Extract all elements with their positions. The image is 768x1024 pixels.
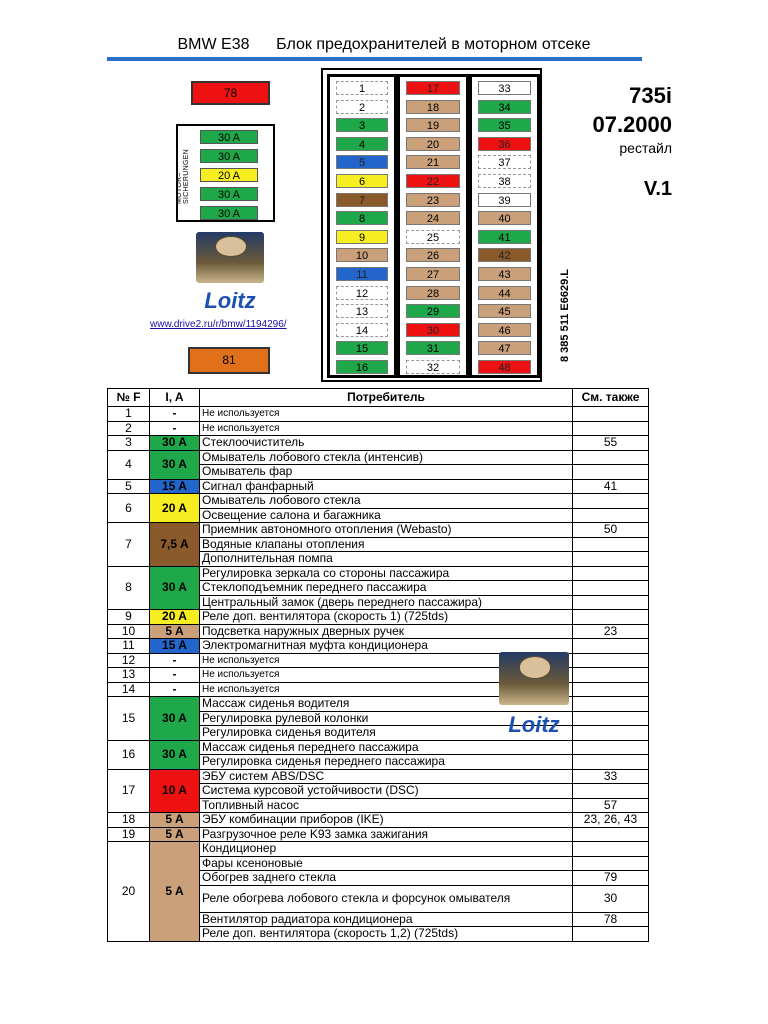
table-header-row [108,389,649,407]
fuse-slot: 29 [406,304,460,318]
fuse-amperage: - [150,421,200,436]
fuse-number: 8 [108,566,150,610]
see-also-cell: 33 [573,769,649,784]
see-also-cell [573,421,649,436]
mascot-image [499,652,569,705]
table-header-cell: № F [108,389,150,407]
fuse-81-label: 81 [222,353,236,367]
loitz-logo-table [499,652,569,738]
fuse-slot: 19 [406,118,460,132]
see-also-cell [573,639,649,654]
loitz-logo-text: Loitz [508,712,560,737]
see-also-cell: 23 [573,624,649,639]
table-row [108,421,649,436]
fuse-slot: 48 [478,360,531,374]
part-code: 8 385 511 E6629.L [559,269,571,362]
fuse-number: 11 [108,639,150,654]
fuse-slot: 8 [336,211,388,225]
fuse-number: 12 [108,653,150,668]
consumer-cell: Реле доп. вентилятора (скорость 1) (725tds) [200,610,573,625]
table-row [108,639,649,654]
table-row [108,842,649,857]
table-row [108,407,649,422]
fuse-number: 7 [108,523,150,567]
see-also-cell [573,465,649,480]
fuse-slot: 38 [478,174,531,188]
see-also-cell [573,856,649,871]
fuse-number: 3 [108,436,150,451]
see-also-cell [573,610,649,625]
fuse-number: 4 [108,450,150,479]
fuse-number: 13 [108,668,150,683]
fuse-amperage: 30 A [150,436,200,451]
fuse-slot: 37 [478,155,531,169]
consumer-cell: Омыватель лобового стекла (интенсив) [200,450,573,465]
fuse-slot: 45 [478,304,531,318]
fuse-78-label: 78 [223,86,238,100]
fuse-slot: 16 [336,360,388,374]
consumer-cell: Реле обогрева лобового стекла и форсунок омывателя [200,885,573,912]
consumer-cell: Сигнал фанфарный [200,479,573,494]
fuse-slot: 30 [406,323,460,337]
see-also-cell: 57 [573,798,649,813]
see-also-cell [573,755,649,770]
see-also-cell [573,581,649,596]
see-also-cell [573,450,649,465]
table-row [108,523,649,538]
consumer-cell: Регулировка сиденья переднего пассажира [200,755,573,770]
consumer-cell: Не используется [200,668,573,683]
table-row [108,624,649,639]
fuse-number: 18 [108,813,150,828]
fuse-slot: 24 [406,211,460,225]
consumer-cell: Массаж сиденья водителя [200,697,573,712]
motor-fuse: 20 A [200,168,258,182]
consumer-cell: Омыватель лобового стекла [200,494,573,509]
consumer-cell: Водяные клапаны отопления [200,537,573,552]
see-also-cell [573,682,649,697]
consumer-cell: Кондиционер [200,842,573,857]
fuse-slot: 3 [336,118,388,132]
fuse-number: 15 [108,697,150,741]
consumer-cell: Освещение салона и багажника [200,508,573,523]
fuse-number: 1 [108,407,150,422]
see-also-cell [573,508,649,523]
consumer-cell: Дополнительная помпа [200,552,573,567]
consumer-cell: Не используется [200,407,573,422]
model-date: 07.2000 [592,112,672,137]
see-also-cell [573,552,649,567]
fuse-number: 9 [108,610,150,625]
see-also-cell [573,407,649,422]
fuse-amperage: 30 A [150,450,200,479]
fuse-slot: 34 [478,100,531,114]
see-also-cell [573,653,649,668]
consumer-cell: Топливный насос [200,798,573,813]
see-also-cell [573,927,649,942]
motor-fuse: 30 A [200,206,258,220]
see-also-cell [573,595,649,610]
title-underline [107,57,642,61]
fuse-number: 6 [108,494,150,523]
see-also-cell: 55 [573,436,649,451]
consumer-cell: Реле доп. вентилятора (скорость 1,2) (725tds) [200,927,573,942]
consumer-cell: ЭБУ комбинации приборов (IKE) [200,813,573,828]
loitz-logo-text: Loitz [204,288,256,313]
fuse-amperage: 5 A [150,813,200,828]
motor-fuse: 30 A [200,130,258,144]
version-label: V.1 [643,178,672,200]
fuse-amperage: 30 A [150,566,200,610]
see-also-cell [573,668,649,683]
see-also-cell [573,537,649,552]
fuse-amperage: 5 A [150,624,200,639]
consumer-cell: Электромагнитная муфта кондиционера [200,639,573,654]
fuse-amperage: 5 A [150,827,200,842]
fuse-slot: 11 [336,267,388,281]
fuse-slot: 44 [478,286,531,300]
fuse-slot: 22 [406,174,460,188]
fuse-amperage: - [150,682,200,697]
fuse-slot: 32 [406,360,460,374]
mascot-image [196,232,264,283]
table-header-cell: Потребитель [200,389,573,407]
fuse-amperage: 5 A [150,842,200,942]
table-row [108,479,649,494]
fuse-slot: 5 [336,155,388,169]
consumer-cell: Центральный замок (дверь переднего пассажира) [200,595,573,610]
table-row [108,450,649,465]
table-row [108,827,649,842]
see-also-cell [573,494,649,509]
fuse-78 [191,81,270,105]
fuse-slot: 7 [336,193,388,207]
page-title: BMW E38 Блок предохранителей в моторном отсеке [177,36,591,53]
drive2-link[interactable]: www.drive2.ru/r/bmw/1194296/ [150,319,287,330]
see-also-cell [573,697,649,712]
fuse-amperage: 20 A [150,610,200,625]
table-row [108,494,649,509]
fuse-amperage: 30 A [150,740,200,769]
fuse-slot: 46 [478,323,531,337]
fuse-slot: 23 [406,193,460,207]
fuse-slot: 10 [336,248,388,262]
see-also-cell: 41 [573,479,649,494]
fuse-slot: 43 [478,267,531,281]
fuse-slot: 36 [478,137,531,151]
fuse-number: 19 [108,827,150,842]
consumer-cell: Регулировка рулевой колонки [200,711,573,726]
fuse-slot: 47 [478,341,531,355]
fuse-number: 17 [108,769,150,813]
fuse-amperage: - [150,653,200,668]
fuse-slot: 42 [478,248,531,262]
fuse-slot: 18 [406,100,460,114]
consumer-cell: Система курсовой устойчивости (DSC) [200,784,573,799]
fuse-slot: 25 [406,230,460,244]
motor-fuse: 30 A [200,187,258,201]
fuse-slot: 1 [336,81,388,95]
motor-fuse: 30 A [200,149,258,163]
consumer-cell: Не используется [200,653,573,668]
consumer-cell: Фары ксеноновые [200,856,573,871]
motor-fuses-box [176,124,275,222]
fuse-slot: 21 [406,155,460,169]
fuse-number: 14 [108,682,150,697]
consumer-cell: Массаж сиденья переднего пассажира [200,740,573,755]
fuse-column-3 [469,74,540,378]
consumer-cell: ЭБУ систем ABS/DSC [200,769,573,784]
table-row [108,813,649,828]
fuse-amperage: - [150,668,200,683]
fuse-slot: 9 [336,230,388,244]
fuse-column-2 [397,74,469,378]
see-also-cell: 23, 26, 43 [573,813,649,828]
fuse-amperage: 7,5 A [150,523,200,567]
see-also-cell [573,711,649,726]
table-row [108,566,649,581]
consumer-cell: Омыватель фар [200,465,573,480]
fuse-amperage: 10 A [150,769,200,813]
fuse-number: 16 [108,740,150,769]
table-row [108,769,649,784]
table-row [108,436,649,451]
see-also-cell [573,740,649,755]
see-also-cell [573,726,649,741]
see-also-cell: 78 [573,912,649,927]
fuse-slot: 14 [336,323,388,337]
fuse-slot: 35 [478,118,531,132]
fuse-slot: 31 [406,341,460,355]
fuse-amperage: 15 A [150,479,200,494]
see-also-cell: 50 [573,523,649,538]
fuse-slot: 20 [406,137,460,151]
fuse-panel [321,68,542,382]
table-row [108,740,649,755]
fuse-amperage: 15 A [150,639,200,654]
fuse-number: 5 [108,479,150,494]
consumer-cell: Приемник автономного отопления (Webasto) [200,523,573,538]
consumer-cell: Регулировка зеркала со стороны пассажира [200,566,573,581]
fuse-number: 2 [108,421,150,436]
table-header-cell: См. также [573,389,649,407]
fuse-slot: 33 [478,81,531,95]
see-also-cell [573,784,649,799]
fuse-slot: 41 [478,230,531,244]
fuse-amperage: 20 A [150,494,200,523]
fuse-slot: 17 [406,81,460,95]
fuse-column-1 [327,74,397,378]
consumer-cell: Стеклоочиститель [200,436,573,451]
fuse-slot: 39 [478,193,531,207]
see-also-cell: 30 [573,885,649,912]
model-name: 735i [629,83,672,108]
fuse-amperage: - [150,407,200,422]
see-also-cell [573,842,649,857]
see-also-cell [573,827,649,842]
see-also-cell: 79 [573,871,649,886]
fuse-number: 10 [108,624,150,639]
fuse-slot: 2 [336,100,388,114]
table-row [108,610,649,625]
consumer-cell: Обогрев заднего стекла [200,871,573,886]
fuse-amperage: 30 A [150,697,200,741]
fuse-slot: 12 [336,286,388,300]
fuse-81 [188,347,270,374]
consumer-cell: Стеклоподъемник переднего пассажира [200,581,573,596]
fuse-slot: 13 [336,304,388,318]
consumer-cell: Не используется [200,421,573,436]
table-header-cell: I, A [150,389,200,407]
consumer-cell: Подсветка наружных дверных ручек [200,624,573,639]
fuse-slot: 15 [336,341,388,355]
loitz-logo [196,232,264,314]
fuse-number: 20 [108,842,150,942]
consumer-cell: Не используется [200,682,573,697]
consumer-cell: Вентилятор радиатора кондиционера [200,912,573,927]
fuse-slot: 26 [406,248,460,262]
fuse-slot: 4 [336,137,388,151]
restyle-label: рестайл [619,140,672,156]
fuse-slot: 28 [406,286,460,300]
consumer-cell: Разгрузочное реле K93 замка зажигания [200,827,573,842]
fuse-slot: 27 [406,267,460,281]
fuse-slot: 6 [336,174,388,188]
consumer-cell: Регулировка сиденья водителя [200,726,573,741]
motor-fuses-label: MOTOR–SICHERUNGEN [176,148,190,204]
fuse-slot: 40 [478,211,531,225]
see-also-cell [573,566,649,581]
